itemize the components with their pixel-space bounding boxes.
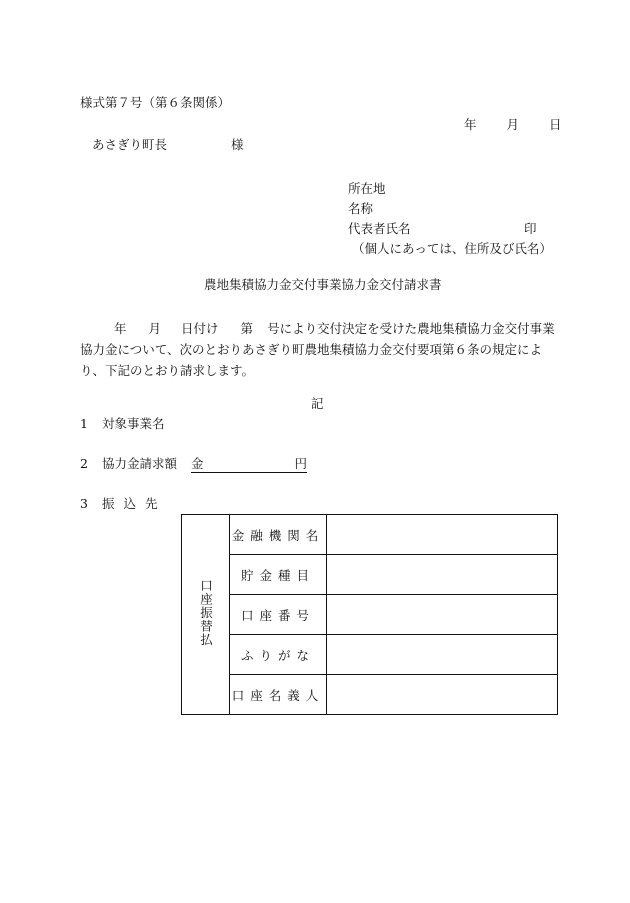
address-label: 所在地 [348, 181, 386, 196]
bank-account-table [181, 514, 558, 715]
bank-name-field[interactable] [327, 515, 558, 555]
applicant-block [348, 179, 552, 259]
item-claim-amount [80, 458, 307, 473]
representative-row [348, 219, 552, 239]
addressee-honorific: 様 [231, 137, 244, 152]
account-holder-label: 口座名義人 [230, 675, 327, 715]
furigana-field[interactable] [327, 635, 558, 675]
document-title: 農地集積協力金交付事業協力金交付請求書 [204, 277, 442, 292]
body-paragraph [80, 318, 558, 381]
date-day: 日 [549, 117, 562, 132]
item-transfer-destination [80, 498, 167, 511]
name-label: 名称 [348, 201, 374, 216]
body-text: 号により交付決定を受けた農地集積協力金交付事業協力金について、次のとおりあさぎり町農地集積協力金交付要項第６条の規定により、下記のとおり請求します。 [80, 321, 555, 378]
account-transfer-label-cell [182, 515, 230, 715]
seal-mark: 印 [524, 221, 537, 236]
amount-field[interactable] [191, 458, 307, 473]
body-year: 年 [114, 321, 127, 336]
date-year: 年 [464, 117, 477, 132]
account-number-label: 口座番号 [230, 595, 327, 635]
item-project-name [80, 418, 165, 431]
item-label: 協力金請求額 [102, 456, 178, 471]
amount-suffix: 円 [294, 456, 307, 471]
item-label: 振込先 [102, 496, 167, 511]
amount-prefix: 金 [191, 456, 204, 471]
account-holder-field[interactable] [327, 675, 558, 715]
item-number: 3 [80, 496, 88, 511]
date-line [464, 119, 562, 132]
body-month: 月 [148, 321, 162, 336]
furigana-label: ふりがな [230, 635, 327, 675]
addressee-name: あさぎり町長 [92, 137, 168, 152]
date-month: 月 [506, 117, 520, 132]
body-day: 日付け [181, 321, 219, 336]
deposit-type-field[interactable] [327, 555, 558, 595]
account-transfer-label: 口座振替払 [198, 579, 214, 647]
account-number-field[interactable] [327, 595, 558, 635]
body-number-prefix: 第 [240, 321, 254, 336]
representative-label: 代表者氏名 [348, 221, 411, 236]
ki-heading: 記 [311, 396, 324, 411]
form-number: 様式第７号（第６条関係） [80, 95, 231, 110]
item-number: 2 [80, 456, 88, 471]
bank-name-label: 金融機関名 [230, 515, 327, 555]
applicant-note: （個人にあっては、住所及び氏名） [352, 241, 552, 256]
deposit-type-label: 貯金種目 [230, 555, 327, 595]
item-number: 1 [80, 416, 88, 431]
item-label: 対象事業名 [102, 416, 165, 431]
addressee-line [92, 137, 244, 152]
